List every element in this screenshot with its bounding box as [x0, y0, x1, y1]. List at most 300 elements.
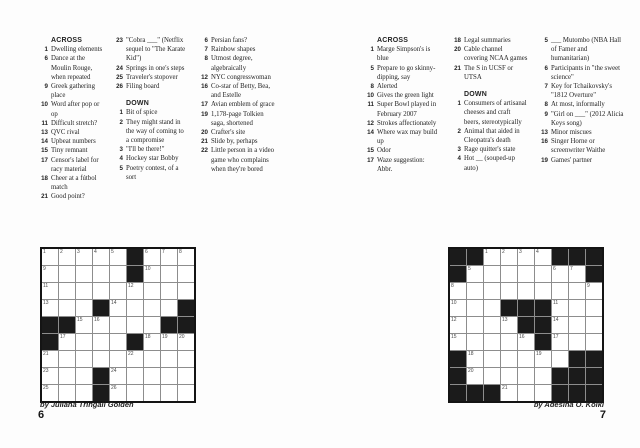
- clue-text: Super Bowl played in February 2007: [377, 101, 437, 118]
- clue: [113, 36, 188, 64]
- clue: [364, 45, 441, 63]
- clue: [538, 100, 624, 109]
- clue: [198, 73, 278, 82]
- black-square: [552, 385, 568, 401]
- clue-text: Gives the green light: [377, 92, 434, 100]
- grid-cell: [42, 249, 58, 265]
- clue-number: 21: [41, 193, 48, 201]
- cell-number: 5: [468, 265, 471, 272]
- cell-number: 15: [451, 333, 457, 340]
- grid-cell: [552, 283, 568, 299]
- black-square: [586, 266, 602, 282]
- cell-number: 12: [451, 316, 457, 323]
- cell-number: 1: [43, 248, 46, 255]
- cell-number: 6: [553, 265, 556, 272]
- grid-cell: [144, 283, 160, 299]
- black-square: [586, 351, 602, 367]
- clue: [451, 45, 528, 63]
- clue: [364, 91, 441, 100]
- grid-cell: [569, 300, 585, 316]
- clue: [451, 99, 528, 127]
- clue-column: [538, 36, 624, 174]
- clue-area-left: [38, 36, 288, 202]
- clue-number: 17: [367, 156, 374, 164]
- black-square: [569, 249, 585, 265]
- clue: [38, 156, 103, 174]
- grid-cell: [484, 300, 500, 316]
- clue: [538, 36, 624, 64]
- grid-cell: [552, 266, 568, 282]
- clue-number: 21: [454, 64, 461, 72]
- grid-cell: [110, 317, 126, 333]
- clue-number: 17: [201, 101, 208, 109]
- clue-number: 10: [367, 92, 374, 100]
- clue-number: 4: [119, 155, 123, 163]
- clue: [538, 128, 624, 137]
- grid-cell: [484, 317, 500, 333]
- black-square: [450, 385, 466, 401]
- cell-number: 9: [43, 265, 46, 272]
- clue-number: 13: [41, 129, 48, 137]
- clue-number: 6: [544, 64, 548, 72]
- grid-cell: [586, 317, 602, 333]
- grid-cell: [161, 385, 177, 401]
- grid-cell: [518, 249, 534, 265]
- grid-cell: [501, 351, 517, 367]
- clue-text: Censor's label for racy material: [51, 156, 99, 173]
- grid-cell: [501, 385, 517, 401]
- page-number: 7: [599, 409, 606, 421]
- clue-number: 15: [41, 147, 48, 155]
- black-square: [569, 351, 585, 367]
- grid-cell: [144, 334, 160, 350]
- black-square: [552, 249, 568, 265]
- grid-cell: [161, 249, 177, 265]
- grid-cell: [178, 351, 194, 367]
- grid-cell: [569, 317, 585, 333]
- black-square: [127, 266, 143, 282]
- clue-text: Tiny remnant: [51, 147, 88, 155]
- clue-text: Word after pop or op: [51, 101, 100, 118]
- cell-number: 16: [94, 316, 100, 323]
- clue-area-right: [364, 36, 634, 174]
- grid-cell: [161, 368, 177, 384]
- grid-cell: [552, 300, 568, 316]
- clue-number: 8: [370, 83, 374, 91]
- clue-number: 9: [44, 83, 48, 91]
- clue: [113, 145, 188, 154]
- clue: [38, 119, 103, 128]
- black-square: [450, 351, 466, 367]
- clue-number: 6: [44, 55, 48, 63]
- clue: [198, 100, 278, 109]
- clue-text: Upbeat numbers: [51, 138, 96, 146]
- clue-text: Hot __ (souped-up auto): [464, 155, 515, 172]
- black-square: [450, 368, 466, 384]
- clue-number: 3: [457, 146, 461, 154]
- clue-text: Cable channel covering NCAA games: [464, 46, 528, 63]
- black-square: [569, 385, 585, 401]
- clue: [38, 128, 103, 137]
- grid-cell: [501, 317, 517, 333]
- grid-cell: [450, 283, 466, 299]
- clue-text: Cheer at a fútbol match: [51, 175, 97, 192]
- grid-cell: [127, 317, 143, 333]
- clue: [38, 100, 103, 118]
- clue-text: NYC congresswoman: [211, 73, 271, 81]
- clue-text: Key for Tchaikovsky's "1812 Overture": [551, 83, 613, 100]
- clue-list-header: ACROSS: [377, 37, 409, 44]
- grid-cell: [518, 283, 534, 299]
- clue: [538, 137, 624, 155]
- cell-number: 7: [162, 248, 165, 255]
- grid-cell: [93, 283, 109, 299]
- cell-number: 13: [502, 316, 508, 323]
- grid-cell: [110, 300, 126, 316]
- grid-cell: [450, 334, 466, 350]
- cell-number: 26: [111, 384, 117, 391]
- clue-text: Prepare to go skinny-dipping, say: [377, 64, 436, 81]
- clue-text: Dance at the Moulin Rouge, when repeated: [51, 55, 93, 81]
- clue-number: 20: [201, 129, 208, 137]
- clue-number: 4: [457, 155, 461, 163]
- grid-cell: [76, 249, 92, 265]
- grid-cell: [110, 283, 126, 299]
- clue-text: Utmost degree, algebraically: [211, 55, 253, 72]
- black-square: [518, 317, 534, 333]
- cell-number: 19: [162, 333, 168, 340]
- grid-cell: [535, 283, 551, 299]
- cell-number: 19: [536, 350, 542, 357]
- grid-cell: [518, 334, 534, 350]
- clue: [364, 82, 441, 91]
- grid-cell: [144, 385, 160, 401]
- black-square: [586, 385, 602, 401]
- black-square: [535, 300, 551, 316]
- clue-number: 14: [41, 138, 48, 146]
- cell-number: 10: [145, 265, 151, 272]
- grid-cell: [535, 351, 551, 367]
- grid-cell: [59, 283, 75, 299]
- clue-text: Bit of spice: [126, 109, 158, 117]
- grid-cell: [59, 300, 75, 316]
- grid-cell: [76, 368, 92, 384]
- black-square: [535, 317, 551, 333]
- grid-cell: [144, 266, 160, 282]
- black-square: [467, 249, 483, 265]
- clue-text: The S in UCSF or UTSA: [464, 64, 514, 81]
- cell-number: 2: [60, 248, 63, 255]
- grid-cell: [161, 300, 177, 316]
- clue: [38, 137, 103, 146]
- grid-cell: [42, 266, 58, 282]
- clue-number: 18: [454, 37, 461, 44]
- clue-number: 19: [541, 156, 548, 164]
- cell-number: 20: [179, 333, 185, 340]
- clue-number: 1: [119, 109, 123, 117]
- clue-text: Minor miscues: [551, 129, 592, 137]
- clue-text: Hockey star Bobby: [126, 155, 179, 163]
- clue-column: [38, 36, 103, 202]
- clue: [198, 54, 278, 72]
- black-square: [518, 300, 534, 316]
- clue-number: 1: [370, 46, 374, 54]
- grid-cell: [144, 317, 160, 333]
- grid-cell: [76, 317, 92, 333]
- grid-cell: [467, 368, 483, 384]
- clue-text: Rainbow shapes: [211, 46, 256, 54]
- grid-cell: [59, 249, 75, 265]
- cell-number: 23: [43, 367, 49, 374]
- grid-cell: [586, 334, 602, 350]
- clue-text: Legal summaries: [464, 37, 511, 44]
- grid-cell: [59, 266, 75, 282]
- cell-number: 14: [111, 299, 117, 306]
- cell-number: 5: [111, 248, 114, 255]
- grid-cell: [501, 266, 517, 282]
- cell-number: 16: [519, 333, 525, 340]
- black-square: [501, 300, 517, 316]
- cell-number: 25: [43, 384, 49, 391]
- grid-cell: [76, 334, 92, 350]
- clue: [451, 127, 528, 145]
- black-square: [93, 385, 109, 401]
- clue-number: 17: [41, 156, 48, 164]
- black-square: [552, 368, 568, 384]
- cell-number: 12: [128, 282, 134, 289]
- black-square: [450, 266, 466, 282]
- black-square: [484, 385, 500, 401]
- clue-number: 8: [204, 55, 208, 63]
- cell-number: 15: [77, 316, 83, 323]
- clue-number: 7: [544, 83, 548, 91]
- cell-number: 18: [145, 333, 151, 340]
- black-square: [450, 249, 466, 265]
- grid-cell: [76, 266, 92, 282]
- crossword-grid-left: [40, 247, 196, 403]
- clue-number: 26: [116, 83, 123, 91]
- clue: [113, 108, 188, 117]
- grid-cell: [161, 266, 177, 282]
- clue-text: Greek gathering place: [51, 83, 95, 100]
- clue: [113, 82, 188, 91]
- black-square: [59, 317, 75, 333]
- black-square: [93, 368, 109, 384]
- clue: [198, 82, 278, 100]
- clue-number: 21: [201, 138, 208, 146]
- grid-cell: [535, 249, 551, 265]
- cell-number: 3: [519, 248, 522, 255]
- clue-column: [451, 36, 528, 174]
- clue-number: 11: [367, 101, 374, 109]
- clue-number: 2: [457, 127, 461, 135]
- grid-cell: [552, 317, 568, 333]
- clue-number: 13: [541, 129, 548, 137]
- grid-cell: [110, 334, 126, 350]
- byline: by Juliana Tringali Golden: [40, 400, 134, 409]
- grid-cell: [76, 351, 92, 367]
- crossword-grid-right: [448, 247, 604, 403]
- clue-text: "Cobra ___" (Netflix sequel to "The Karate Kid"): [126, 37, 186, 63]
- grid-cell: [110, 351, 126, 367]
- black-square: [178, 300, 194, 316]
- clue: [38, 54, 103, 82]
- clue-number: 9: [544, 110, 548, 118]
- grid-cell: [42, 283, 58, 299]
- clue: [38, 82, 103, 100]
- clue-number: 7: [204, 46, 208, 54]
- clue-number: 24: [116, 64, 123, 72]
- grid-cell: [178, 368, 194, 384]
- clue-number: 18: [41, 175, 48, 183]
- clue-text: At most, informally: [551, 101, 605, 109]
- clue: [364, 119, 441, 128]
- grid-cell: [552, 351, 568, 367]
- clue: [538, 82, 624, 100]
- clue: [538, 64, 624, 82]
- clue-number: 5: [119, 164, 123, 172]
- grid-cell: [59, 334, 75, 350]
- clue-number: 16: [541, 138, 548, 146]
- grid-cell: [42, 300, 58, 316]
- clue-column: [198, 36, 278, 202]
- grid-cell: [110, 266, 126, 282]
- clue: [198, 36, 278, 45]
- cell-number: 3: [77, 248, 80, 255]
- clue: [113, 164, 188, 182]
- cell-number: 8: [451, 282, 454, 289]
- grid-cell: [42, 368, 58, 384]
- clue-list-header: DOWN: [464, 91, 487, 99]
- clue: [113, 73, 188, 82]
- grid-cell: [127, 351, 143, 367]
- clue: [364, 156, 441, 174]
- clue-text: Waze suggestion: Abbr.: [377, 156, 425, 173]
- page-right-puzzle: [320, 0, 640, 448]
- grid-cell: [535, 368, 551, 384]
- grid-cell: [127, 300, 143, 316]
- grid-cell: [76, 283, 92, 299]
- clue-text: Crafter's site: [211, 129, 246, 137]
- clue-number: 10: [41, 101, 48, 109]
- clue: [38, 45, 103, 54]
- cell-number: 2: [502, 248, 505, 255]
- grid-cell: [93, 266, 109, 282]
- black-square: [127, 334, 143, 350]
- grid-cell: [467, 317, 483, 333]
- clue-text: "I'll be there!": [126, 146, 165, 154]
- clue-list-header: ACROSS: [51, 37, 83, 44]
- grid-cell: [484, 334, 500, 350]
- black-square: [42, 317, 58, 333]
- grid-cell: [484, 249, 500, 265]
- clue-number: 3: [119, 146, 123, 154]
- clue-number: 1: [44, 46, 48, 54]
- clue: [364, 146, 441, 155]
- clue-number: 19: [201, 110, 208, 118]
- cell-number: 10: [451, 299, 457, 306]
- grid-cell: [127, 283, 143, 299]
- grid-cell: [552, 334, 568, 350]
- clue-number: 12: [367, 119, 374, 127]
- grid-cell: [518, 368, 534, 384]
- clue-text: Games' partner: [551, 156, 593, 164]
- grid-cell: [42, 351, 58, 367]
- cell-number: 13: [43, 299, 49, 306]
- grid-cell: [586, 283, 602, 299]
- clue: [198, 110, 278, 128]
- clue-text: Strokes affectionately: [377, 119, 437, 127]
- grid-cell: [450, 300, 466, 316]
- cell-number: 21: [43, 350, 49, 357]
- clue-text: Poetry contest, of a sort: [126, 164, 179, 181]
- clue-text: Alerted: [377, 83, 398, 91]
- clue-text: ___ Mutombo (NBA Hall of Famer and humanitarian): [551, 37, 622, 63]
- clue: [538, 110, 624, 128]
- clue-text: Avian emblem of grace: [211, 101, 275, 109]
- grid-cell: [569, 283, 585, 299]
- grid-cell: [501, 368, 517, 384]
- grid-cell: [42, 385, 58, 401]
- clue-text: Little person in a video game who complains when they're bored: [211, 147, 275, 173]
- clue: [451, 154, 528, 172]
- clue: [364, 128, 441, 146]
- clue-text: Slide by, perhaps: [211, 138, 258, 146]
- grid-cell: [178, 283, 194, 299]
- grid-cell: [569, 334, 585, 350]
- black-square: [586, 249, 602, 265]
- clue-text: Springs in one's steps: [126, 64, 185, 72]
- grid-cell: [467, 334, 483, 350]
- grid-cell: [161, 351, 177, 367]
- grid-cell: [484, 283, 500, 299]
- grid-cell: [586, 300, 602, 316]
- clue-number: 5: [370, 64, 374, 72]
- cell-number: 7: [570, 265, 573, 272]
- grid-cell: [484, 351, 500, 367]
- clue-text: Marge Simpson's is blue: [377, 46, 431, 63]
- grid-cell: [518, 351, 534, 367]
- grid-cell: [178, 266, 194, 282]
- cell-number: 22: [128, 350, 134, 357]
- grid-cell: [450, 317, 466, 333]
- clue-number: 8: [544, 101, 548, 109]
- cell-number: 20: [468, 367, 474, 374]
- cell-number: 11: [553, 299, 559, 306]
- cell-number: 18: [468, 350, 474, 357]
- black-square: [178, 317, 194, 333]
- grid-cell: [110, 368, 126, 384]
- cell-number: 14: [553, 316, 559, 323]
- clue: [364, 100, 441, 118]
- clue-text: Where wax may build up: [377, 129, 438, 146]
- grid-cell: [76, 385, 92, 401]
- cell-number: 4: [536, 248, 539, 255]
- black-square: [42, 334, 58, 350]
- clue-text: Difficult stretch?: [51, 119, 98, 127]
- black-square: [535, 334, 551, 350]
- clue: [113, 118, 188, 146]
- clue: [451, 36, 528, 45]
- clue-number: 23: [116, 37, 123, 44]
- black-square: [586, 368, 602, 384]
- grid-cell: [569, 266, 585, 282]
- grid-cell: [484, 266, 500, 282]
- clue-text: Dwelling elements: [51, 46, 103, 54]
- grid-cell: [93, 317, 109, 333]
- clue: [198, 45, 278, 54]
- clue-column: [113, 36, 188, 202]
